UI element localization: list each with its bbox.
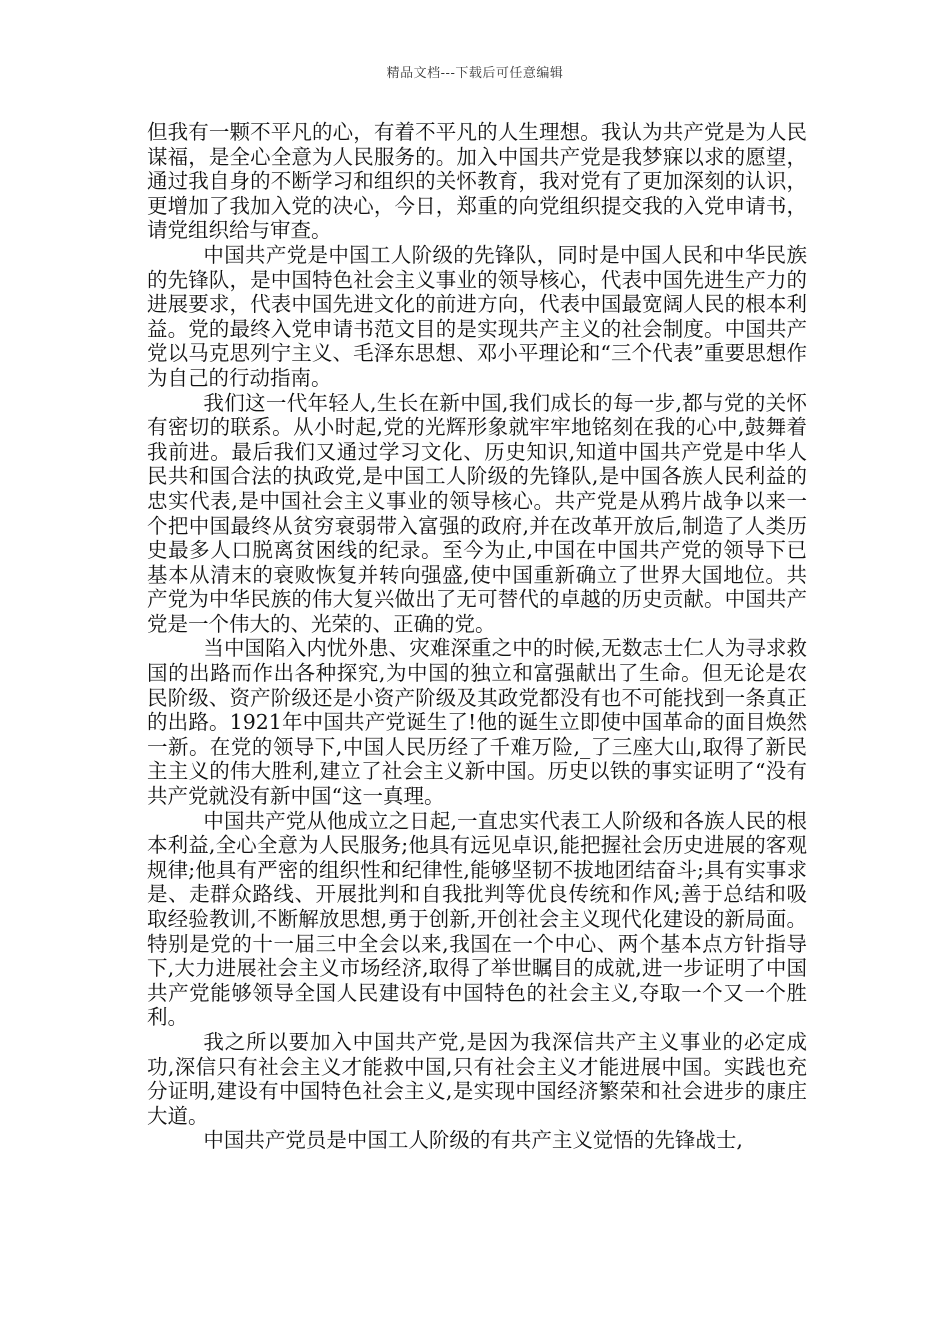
- paragraph-5: 中国共产党从他成立之日起,一直忠实代表工人阶级和各族人民的根本利益,全心全意为人民服务;他具有远见卓识,能把握社会历史进展的客观规律;他具有严密的组织性和纪律性,能够坚韧不拔地团结奋斗;具有实事求是、走群众路线、开展批判和自我批判等优良传统和作风;善于总结和吸取经验教训,不断解放思想,勇于创新,开创社会主义现代化建设的新局面。特别是党的十一届三中全会以来,我国在一个中心、两个基本点方针指导下,大力进展社会主义市场经济,取得了举世瞩目的成就,进一步证明了中国共产党能够领导全国人民建设有中国特色的社会主义,夺取一个又一个胜利。: [147, 808, 807, 1030]
- paragraph-7: 中国共产党员是中国工人阶级的有共产主义觉悟的先锋战士,: [203, 1128, 743, 1153]
- paragraph-6: 我之所以要加入中国共产党,是因为我深信共产主义事业的必定成功,深信只有社会主义才能救中国,只有社会主义才能进展中国。实践也充分证明,建设有中国特色社会主义,是实现中国经济繁荣和社会进步的康庄大道。: [147, 1029, 807, 1128]
- paragraph-4: 当中国陷入内忧外患、灾难深重之中的时候,无数志士仁人为寻求救国的出路而作出各种探究,为中国的独立和富强献出了生命。但无论是农民阶级、资产阶级还是小资产阶级及其政党都没有也不可能找到一条真正的出路。1921年中国共产党诞生了!他的诞生立即使中国革命的面目焕然一新。在党的领导下,中国人民历经了千难万险,_了三座大山,取得了新民主主义的伟大胜利,建立了社会主义新中国。历史以铁的事实证明了“没有共产党就没有新中国“这一真理。: [147, 636, 807, 809]
- paragraph-2: 中国共产党是中国工人阶级的先锋队，同时是中国人民和中华民族的先锋队，是中国特色社会主义事业的领导核心，代表中国先进生产力的进展要求，代表中国先进文化的前进方向，代表中国最宽阔人民的根本利益。党的最终入党申请书范文目的是实现共产主义的社会制度。中国共产党以马克思列宁主义、毛泽东思想、邓小平理论和“三个代表”重要思想作为自己的行动指南。: [147, 242, 807, 390]
- document-body: [147, 120, 807, 1153]
- paragraph-3: 我们这一代年轻人,生长在新中国,我们成长的每一步,都与党的关怀有密切的联系。从小时起,党的光辉形象就牢牢地铭刻在我的心中,鼓舞着我前进。最后我们又通过学习文化、历史知识,知道中国共产党是中华人民共和国合法的执政党,是中国工人阶级的先锋队,是中国各族人民利益的忠实代表,是中国社会主义事业的领导核心。共产党是从鸦片战争以来一个把中国最终从贫穷衰弱带入富强的政府,并在改革开放后,制造了人类历史最多人口脱离贫困线的纪录。至今为止,中国在中国共产党的领导下已基本从清末的衰败恢复并转向强盛,使中国重新确立了世界大国地位。共产党为中华民族的伟大复兴做出了无可替代的卓越的历史贡献。中国共产党是一个伟大的、光荣的、正确的党。: [147, 390, 807, 636]
- page-header: 精品文档---下载后可任意编辑: [386, 66, 564, 81]
- paragraph-1: 但我有一颗不平凡的心，有着不平凡的人生理想。我认为共产党是为人民谋福，是全心全意为人民服务的。加入中国共产党是我梦寐以求的愿望，通过我自身的不断学习和组织的关怀教育，我对党有了更加深刻的认识，更增加了我加入党的决心，今日，郑重的向党组织提交我的入党申请书，请党组织给与审查。: [147, 120, 807, 243]
